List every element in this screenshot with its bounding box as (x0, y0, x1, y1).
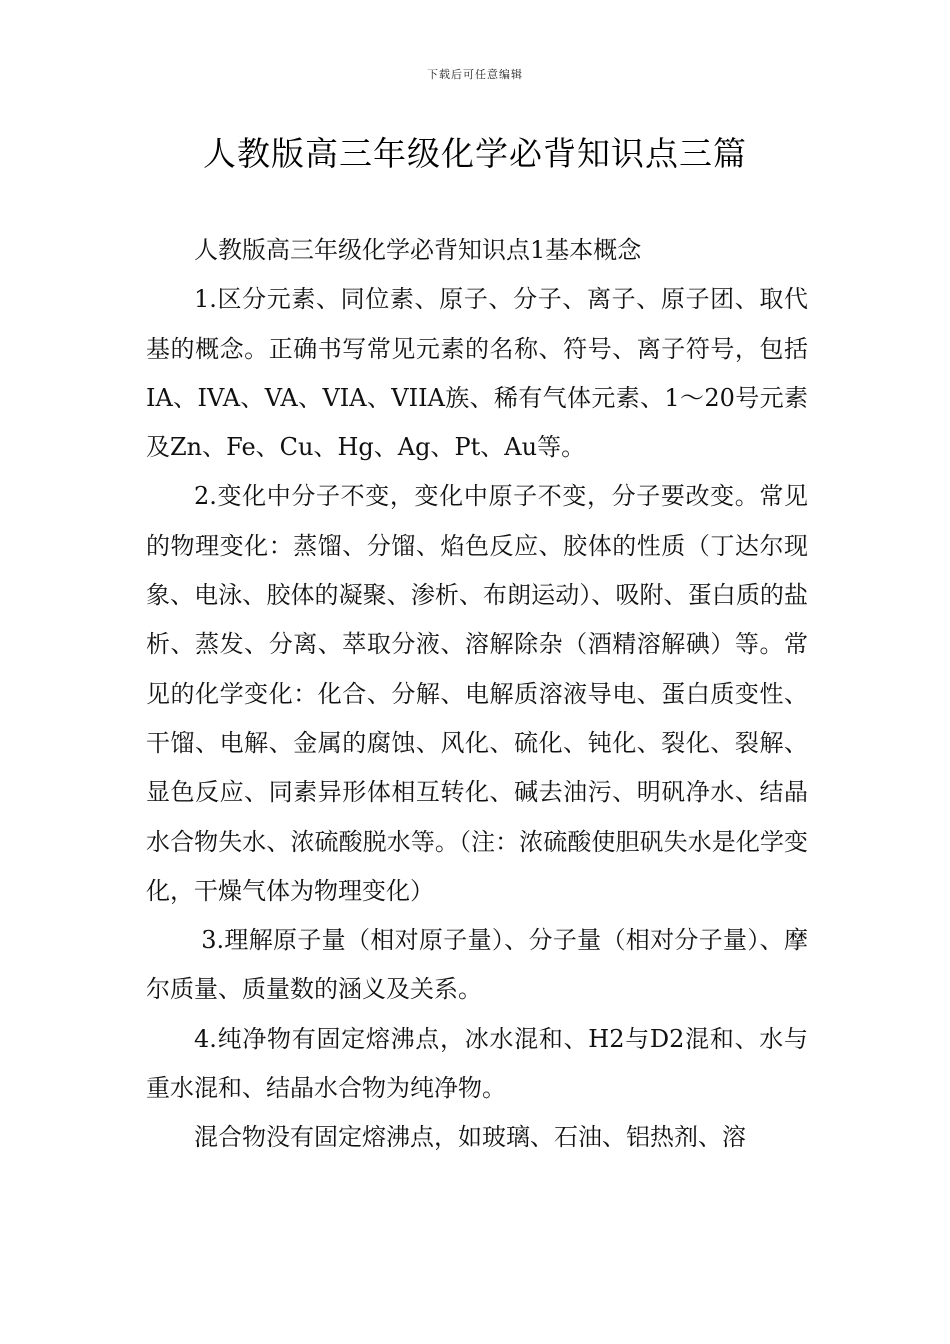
paragraph-mixture: 混合物没有固定熔沸点，如玻璃、石油、铝热剂、溶 (194, 1123, 746, 1152)
paragraph-item-2: 2.变化中分子不变，变化中原子不变，分子要改变。常见的物理变化：蒸馏、分馏、焰色反应、胶体的性质（丁达尔现象、电泳、胶体的凝聚、渗析、布朗运动）、吸附、蛋白质的盐析、蒸发、分离、萃取分液、溶解除杂（酒精溶解碘）等。常见的化学变化：化合、分解、电解质溶液导电、蛋白质变性、干馏、电解、金属的腐蚀、风化、硫化、钝化、裂化、裂解、显色反应、同素异形体相互转化、碱去油污、明矾净水、结晶水合物失水、浓硫酸脱水等。（注：浓硫酸使胆矾失水是化学变化，干燥气体为物理变化） (146, 482, 808, 905)
paragraph-item-4: 4.纯净物有固定熔沸点，冰水混和、H2与D2混和、水与重水混和、结晶水合物为纯净物。 (146, 1024, 808, 1103)
document-body (146, 226, 808, 1163)
paragraph-item-3: 3.理解原子量（相对原子量）、分子量（相对分子量）、摩尔质量、质量数的涵义及关系。 (146, 926, 808, 1004)
document-title: 人教版高三年级化学必背知识点三篇 (203, 134, 747, 173)
paragraph-section-heading: 人教版高三年级化学必背知识点1基本概念 (194, 236, 642, 264)
header-note: 下载后可任意编辑 (427, 68, 523, 81)
paragraph-item-1: 1.区分元素、同位素、原子、分子、离子、原子团、取代基的概念。正确书写常见元素的名称、符号、离子符号，包括IA、IVA、VA、VIA、VIIA族、稀有气体元素、1～20号元素及Zn、Fe、Cu、Hg、Ag、Pt、Au等。 (146, 285, 808, 462)
